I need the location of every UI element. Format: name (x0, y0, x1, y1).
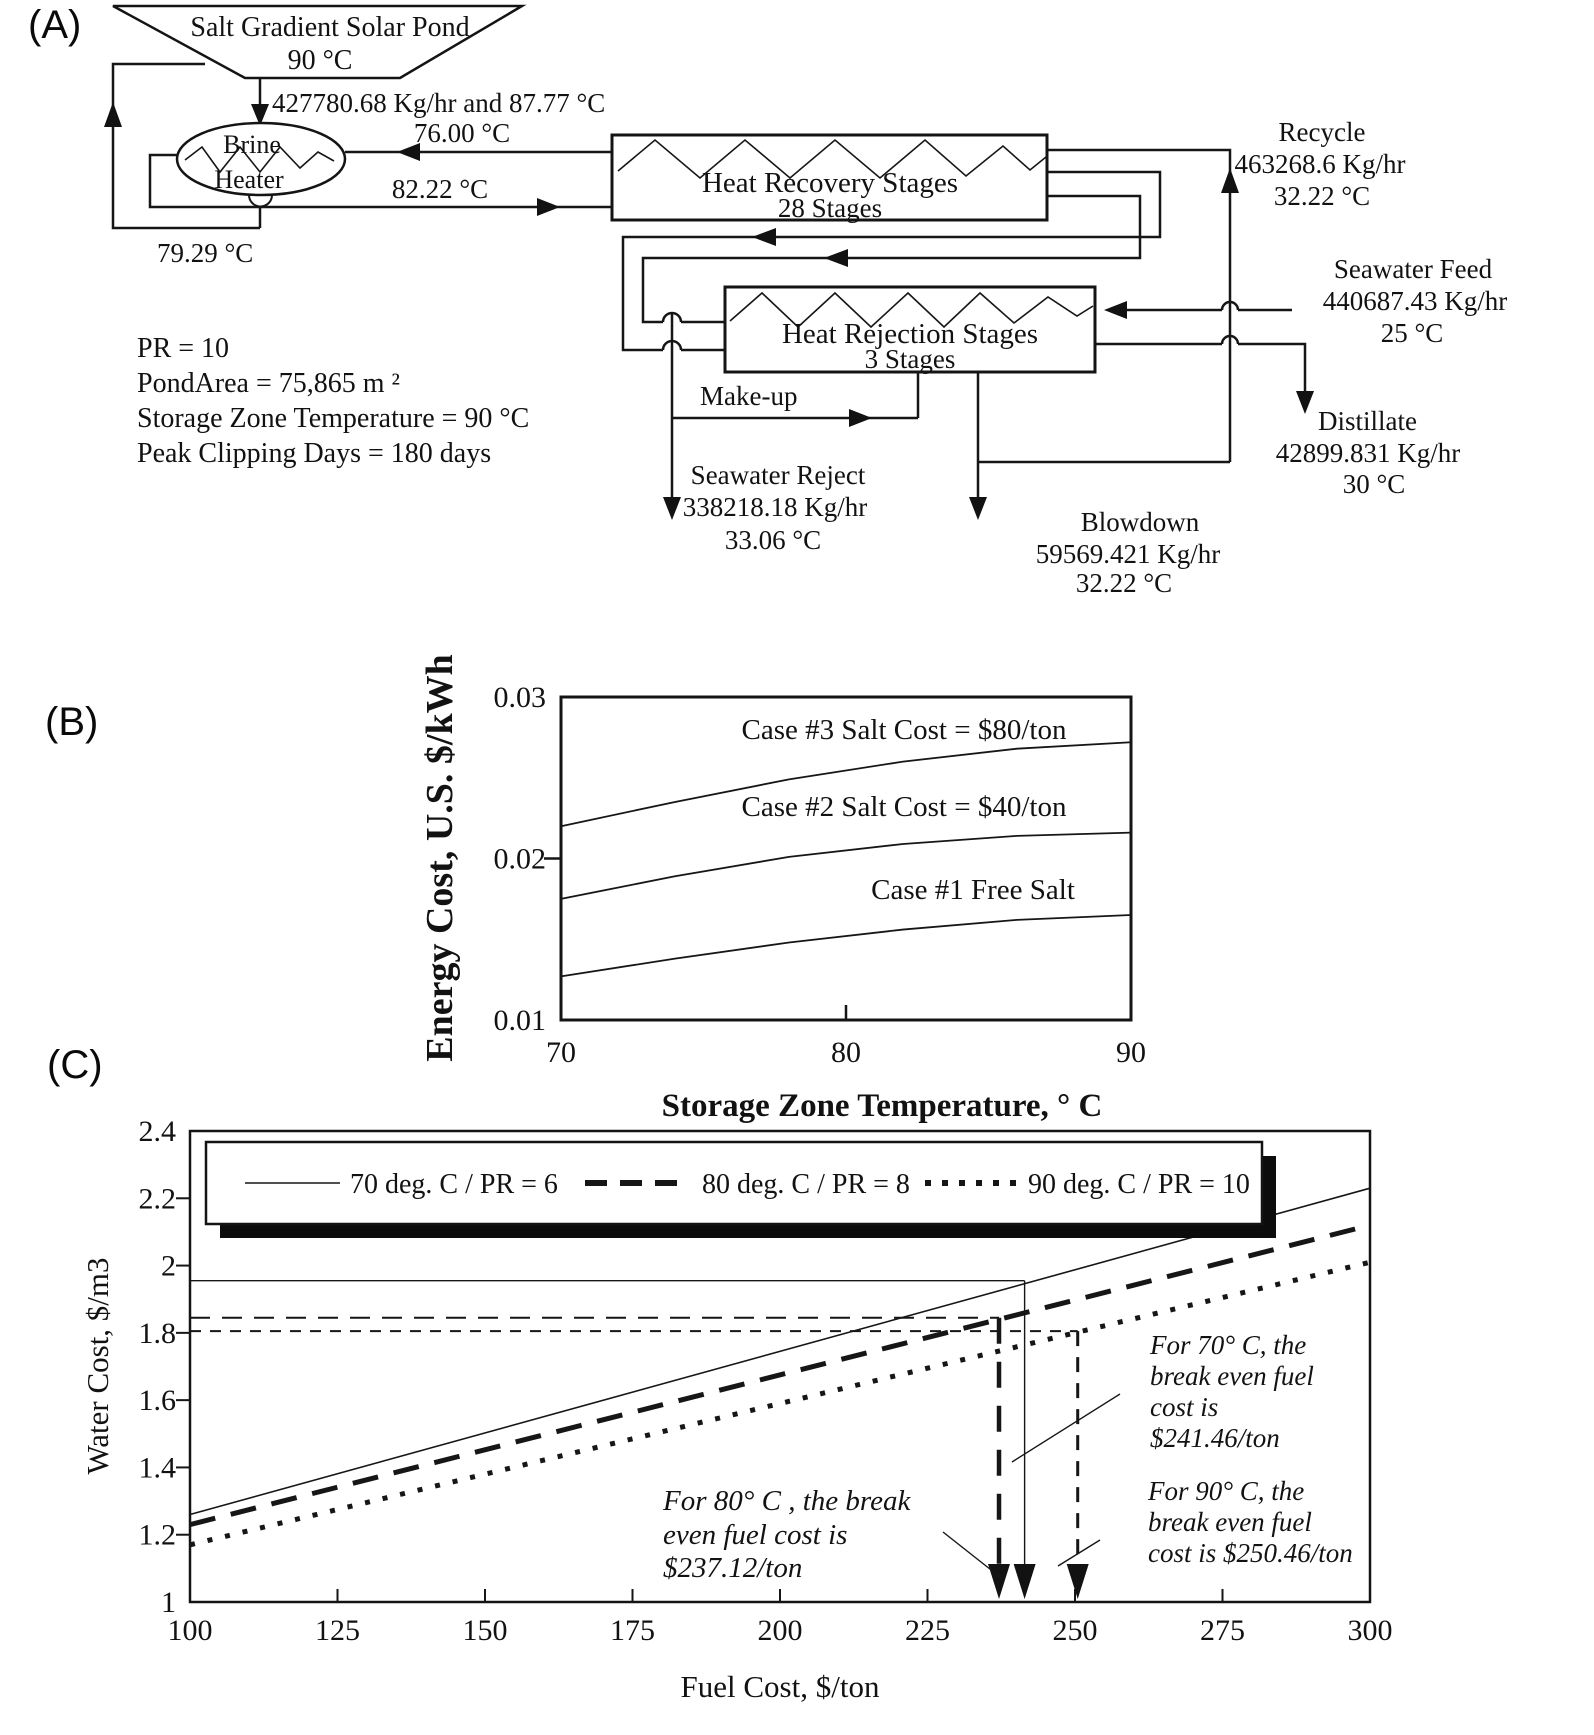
b-y-axis-title: Energy Cost, U.S. $/kWh (419, 654, 461, 1062)
c-legend (206, 1142, 1276, 1238)
blowdown-temp: 32.22 °C (1075, 568, 1173, 598)
annotation-70-line2: break even fuel (1150, 1361, 1314, 1391)
seawater-reject-label: Seawater Reject (690, 460, 866, 490)
panel-a-label: (A) (28, 3, 82, 47)
distillate-label: Distillate (1318, 406, 1417, 436)
c-y-tick-label: 1.6 (138, 1384, 176, 1418)
panel-c-label: (C) (47, 1043, 103, 1087)
b-x-tick-label: 70 (546, 1036, 576, 1069)
annotation-80-line1: For 80° C , the break (663, 1485, 911, 1517)
annotation-70-line3: cost is (1150, 1392, 1219, 1422)
makeup-arrowhead-icon (849, 409, 872, 427)
c-annotation-90 (1058, 1476, 1353, 1568)
param-storage-temp: Storage Zone Temperature = 90 °C (137, 403, 530, 434)
annotation-90-line2: break even fuel (1148, 1507, 1312, 1537)
pond-outflow-label: 427780.68 Kg/hr and 87.77 °C (272, 88, 606, 118)
seawater-reject-temp: 33.06 °C (724, 525, 822, 555)
c-y-tick-label: 2.2 (138, 1182, 176, 1216)
distillate-flow: 42899.831 Kg/hr (1275, 438, 1461, 468)
c-y-axis-title: Water Cost, $/m3 (80, 1257, 115, 1475)
return-temp-label: 79.29 °C (157, 238, 254, 268)
c-x-tick-label: 200 (757, 1614, 803, 1647)
panel-b-label: (B) (45, 700, 99, 744)
loop-inner-arrowhead-icon (824, 249, 848, 267)
c-x-tick-label: 100 (167, 1614, 213, 1647)
seawater-feed-flow: 440687.43 Kg/hr (1322, 286, 1508, 316)
c-y-tick-label: 2 (161, 1249, 176, 1283)
panel-a-flow-diagram (28, 3, 1507, 598)
recycle-temp: 32.22 °C (1273, 181, 1371, 211)
annotation-80-line2: even fuel cost is (663, 1519, 848, 1551)
b-y-tick-label: 0.03 (493, 681, 546, 714)
distillate-arrowhead-icon (1296, 391, 1314, 414)
b-x-axis-title: Storage Zone Temperature, ° C (661, 1088, 1103, 1124)
c-x-tick-label: 250 (1052, 1614, 1098, 1647)
recycle-flow: 463268.6 Kg/hr (1234, 149, 1406, 179)
seawater-feed-label: Seawater Feed (1333, 254, 1493, 284)
seawater-feed-temp: 25 °C (1380, 318, 1444, 348)
c-y-tick-label: 1 (161, 1586, 176, 1619)
c-y-tick-label: 1.8 (138, 1316, 176, 1350)
b-x-tick-label: 90 (1116, 1036, 1146, 1069)
solar-pond-title: Salt Gradient Solar Pond (190, 12, 470, 43)
annotation-90-line1: For 90° C, the (1148, 1476, 1305, 1506)
seawater-feed-arrowhead-icon (1104, 301, 1127, 319)
heat-rejection-stages: 3 Stages (864, 344, 956, 374)
heat-recovery-title: Heat Recovery Stages (701, 167, 959, 199)
to-recovery-arrowhead-icon (537, 198, 560, 216)
panel-c-water-cost-chart (47, 1043, 1393, 1704)
b-case2-line-label: Case #2 Salt Cost = $40/ton (741, 791, 1067, 823)
b-case3-line-label: Case #3 Salt Cost = $80/ton (741, 714, 1067, 746)
c-guide-arrowhead-icon-90 deg. C (1067, 1564, 1089, 1599)
b-y-tick-label: 0.02 (493, 842, 546, 876)
legend-entry-80: 80 deg. C / PR = 8 (702, 1169, 910, 1200)
c-guide-arrowhead-icon-70 deg. C (1014, 1564, 1036, 1599)
heat-rejection-title: Heat Rejection Stages (781, 318, 1039, 350)
annotation-80-line3: $237.12/ton (663, 1552, 803, 1584)
c-x-tick-label: 150 (462, 1614, 508, 1647)
param-pr: PR = 10 (137, 333, 230, 364)
brine-heater-title-2: Heater (214, 165, 284, 194)
solar-pond-temp: 90 °C (287, 45, 353, 76)
c-x-tick-label: 300 (1347, 1614, 1393, 1647)
annotation-90-line3: cost is $250.46/ton (1148, 1538, 1353, 1568)
seawater-reject-flow: 338218.18 Kg/hr (682, 492, 868, 522)
c-y-tick-label: 1.4 (138, 1451, 176, 1485)
legend-entry-90: 90 deg. C / PR = 10 (1028, 1169, 1250, 1200)
heat-recovery-stages: 28 Stages (777, 193, 883, 223)
c-x-tick-label: 225 (905, 1614, 950, 1647)
c-x-tick-label: 125 (315, 1614, 360, 1647)
blowdown-flow: 59569.421 Kg/hr (1035, 539, 1221, 569)
param-peak-days: Peak Clipping Days = 180 days (137, 438, 492, 469)
c-y-tick-label: 1.2 (138, 1518, 176, 1552)
annotation-80-leader-line (943, 1532, 1000, 1577)
c-x-axis-title: Fuel Cost, $/ton (680, 1669, 880, 1704)
distillate-line-b (1238, 344, 1305, 392)
c-x-tick-label: 175 (610, 1614, 655, 1647)
parameter-list (137, 333, 529, 469)
distillate-temp: 30 °C (1342, 469, 1406, 499)
legend-entry-70: 70 deg. C / PR = 6 (350, 1169, 558, 1200)
param-pond-area: PondArea = 75,865 m ² (137, 368, 400, 399)
c-annotation-70 (1012, 1330, 1314, 1462)
recycle-label: Recycle (1278, 117, 1366, 147)
c-y-tick-label: 2.4 (138, 1115, 176, 1148)
brine-heater-notch-icon (249, 195, 272, 207)
from-heater-temp-label: 82.22 °C (391, 174, 489, 204)
loop-outer-arrowhead-icon (752, 228, 776, 246)
b-case1-line-label: Case #1 Free Salt (871, 874, 1075, 906)
c-annotation-80 (662, 1485, 1000, 1584)
b-x-tick-label: 80 (831, 1036, 861, 1069)
c-x-tick-label: 275 (1200, 1614, 1245, 1647)
makeup-label: Make-up (700, 381, 798, 411)
annotation-70-line1: For 70° C, the (1150, 1330, 1307, 1360)
to-heater-temp-label: 76.00 °C (413, 118, 511, 148)
blowdown-label: Blowdown (1080, 507, 1200, 537)
pond-return-arrowhead-icon (104, 102, 122, 127)
seawater-reject-arrowhead-icon (663, 497, 681, 520)
panel-b-energy-cost-chart (45, 654, 1146, 1124)
annotation-70-leader-line (1012, 1394, 1120, 1462)
brine-heater-title-1: Brine (223, 130, 281, 159)
blowdown-arrowhead-icon (969, 497, 987, 520)
annotation-70-line4: $241.46/ton (1150, 1423, 1280, 1453)
b-y-tick-label: 0.01 (493, 1004, 546, 1037)
